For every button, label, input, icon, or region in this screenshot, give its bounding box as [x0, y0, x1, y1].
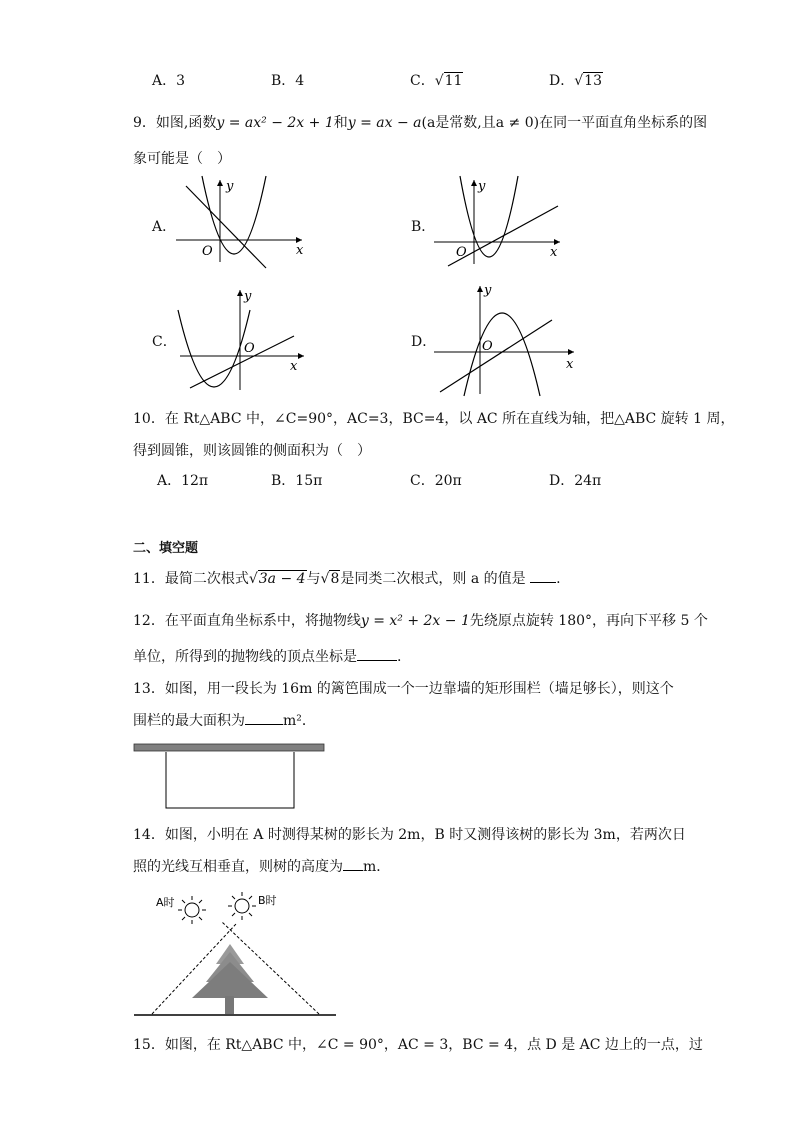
sun-b-label: B时 [258, 894, 277, 907]
q10-stem-line1: 10．在 Rt△ABC 中，∠C=90°，AC=3，BC=4，以 AC 所在直线为轴，把△ABC 旋转 1 周， [133, 411, 735, 427]
q11-stem: 11．最简二次根式√3a − 4与√8是同类二次根式，则 a 的值是 . [133, 571, 561, 587]
q12-stem-line1: 12．在平面直角坐标系中，将抛物线y = x² + 2x − 1先绕原点旋转 180°，再向下平移 5 个 [133, 613, 708, 629]
sun-b-icon [228, 892, 256, 920]
q9-label-c: C． [152, 334, 177, 350]
q9-graph-a [172, 172, 312, 264]
q9-a-origin: O [202, 244, 213, 259]
q9-graph-b [432, 172, 572, 264]
q8-option-c: C．√11 [410, 73, 463, 89]
fence [166, 752, 294, 808]
q13-answer-blank[interactable] [245, 712, 283, 725]
q9-label-d: D． [411, 334, 437, 350]
q9-b-origin: O [456, 245, 467, 260]
q9-b-y-label: y [478, 179, 486, 194]
q10-stem-line2: 得到圆锥，则该圆锥的侧面积为（ ） [133, 443, 371, 459]
q9-label-a: A． [152, 219, 177, 235]
q8-option-d: D．√13 [549, 73, 602, 89]
q9-stem-line2: 象可能是（ ） [133, 151, 231, 167]
q9-d-x-label: x [566, 357, 574, 372]
q9-c-y-label: y [244, 289, 252, 304]
q10-option-a: A．12π [157, 473, 209, 489]
q14-answer-blank[interactable] [343, 858, 363, 871]
q12-stem-line2: 单位，所得到的抛物线的顶点坐标是 . [133, 649, 402, 665]
q9-c-origin: O [244, 341, 255, 356]
wall [134, 744, 324, 751]
q10-option-c: C．20π [410, 473, 462, 489]
q11-answer-blank[interactable] [530, 570, 556, 583]
sun-a-label: A时 [156, 896, 175, 909]
q9-b-x-label: x [550, 245, 558, 260]
q10-option-b: B．15π [271, 473, 323, 489]
q9-graph-c [172, 288, 312, 392]
q13-stem-line2: 围栏的最大面积为 m²． [133, 713, 316, 729]
q9-d-origin: O [482, 339, 493, 354]
q9-label-b: B． [411, 219, 436, 235]
q10-option-d: D．24π [549, 473, 602, 489]
q8-option-b: B．4 [271, 73, 305, 89]
section-title: 二、填空题 [133, 541, 199, 556]
q14-stem-line2: 照的光线互相垂直，则树的高度为 m． [133, 859, 391, 875]
q9-graph-d [432, 280, 580, 398]
q14-tree-figure [134, 888, 338, 1022]
q9-stem-line1: 9．如图,函数y = ax² − 2x + 1和y = ax − a(a是常数,且a ≠ 0)在同一平面直角坐标系的图 [133, 115, 708, 131]
q9-d-y-label: y [484, 283, 492, 298]
q9-a-x-label: x [296, 243, 304, 258]
q12-answer-blank[interactable] [357, 648, 397, 661]
q13-stem-line1: 13．如图，用一段长为 16m 的篱笆围成一个一边靠墙的矩形围栏（墙足够长），则这个 [133, 681, 674, 697]
q13-fence-figure [134, 744, 326, 810]
q9-c-x-label: x [290, 359, 298, 374]
q8-option-a: A．3 [152, 73, 186, 89]
q9-a-y-label: y [226, 179, 234, 194]
q14-stem-line1: 14．如图，小明在 A 时测得某树的影长为 2m，B 时又测得该树的影长为 3m，若两次日 [133, 827, 686, 843]
q15-stem-line1: 15．如图，在 Rt△ABC 中，∠C = 90°，AC = 3，BC = 4，点 D 是 AC 边上的一点，过 [133, 1037, 703, 1053]
sun-a-icon [178, 896, 206, 924]
